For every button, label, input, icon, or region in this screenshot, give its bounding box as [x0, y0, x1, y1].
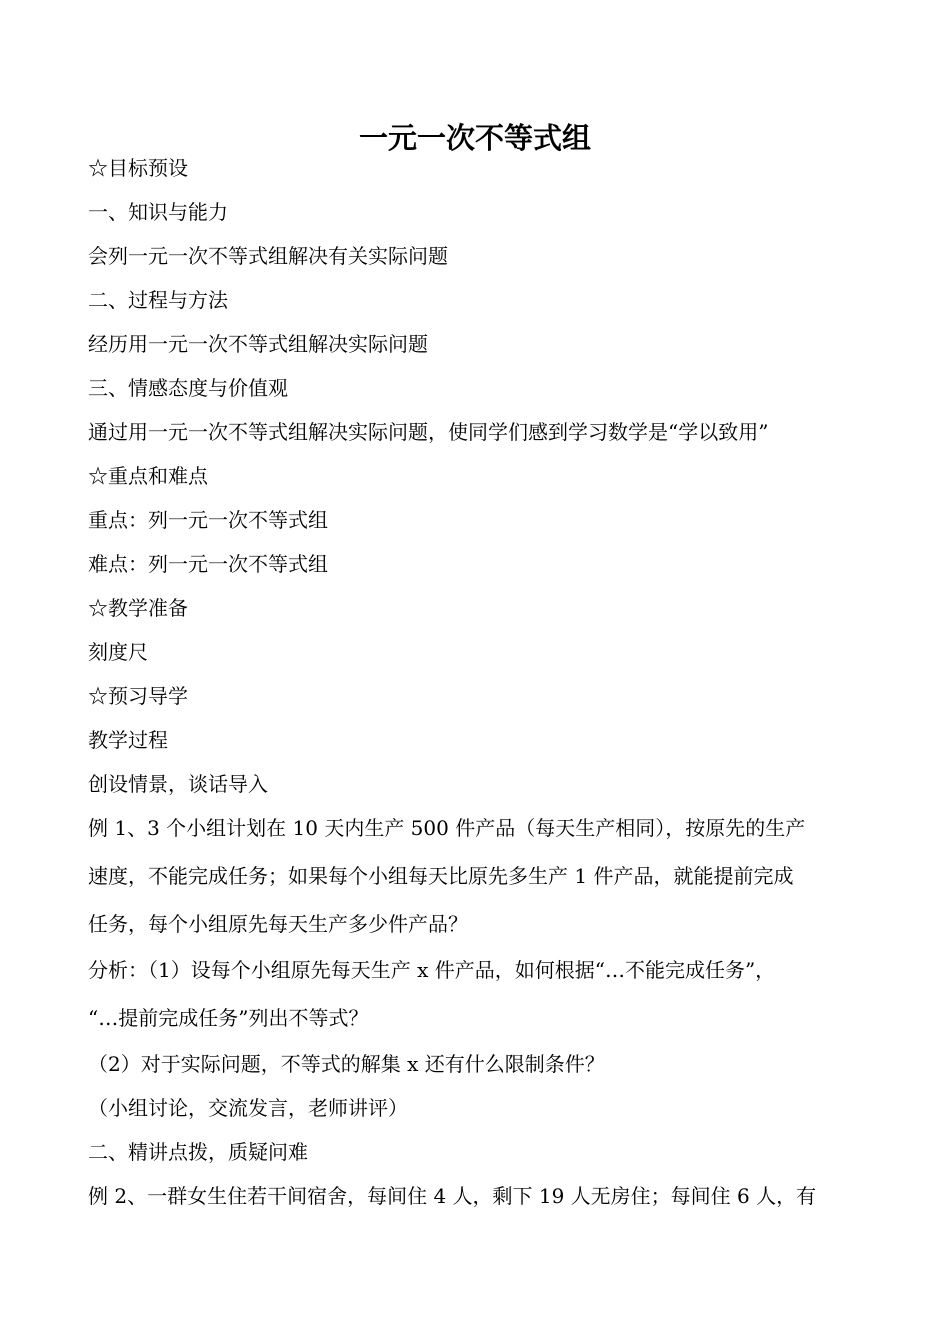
section-knowledge-ability: 一、知识与能力 — [88, 200, 228, 224]
section-process-method: 二、过程与方法 — [88, 288, 228, 312]
document-title: 一元一次不等式组 — [358, 121, 591, 155]
paragraph-line: 教学过程 — [88, 728, 168, 752]
analysis-line: （2）对于实际问题，不等式的解集 x 还有什么限制条件？ — [88, 1052, 605, 1076]
heading-teaching-preparation: ☆教学准备 — [88, 596, 188, 620]
analysis-line: 分析：（1）设每个小组原先每天生产 x 件产品，如何根据“…不能完成任务”， — [88, 958, 776, 982]
paragraph-line: 通过用一元一次不等式组解决实际问题，使同学们感到学习数学是“学以致用” — [88, 420, 769, 444]
heading-preview-guide: ☆预习导学 — [88, 684, 188, 708]
paragraph-line: 重点：列一元一次不等式组 — [88, 508, 328, 532]
analysis-line: “…提前完成任务”列出不等式？ — [88, 1006, 369, 1030]
paragraph-line: 经历用一元一次不等式组解决实际问题 — [88, 332, 428, 356]
paragraph-line: 难点：列一元一次不等式组 — [88, 552, 328, 576]
section-explanation: 二、精讲点拨，质疑问难 — [88, 1140, 308, 1164]
heading-key-difficult-points: ☆重点和难点 — [88, 464, 208, 488]
example-2-line: 例 2、一群女生住若干间宿舍，每间住 4 人，剩下 19 人无房住；每间住 6 人，有 — [88, 1184, 817, 1208]
paragraph-line: （小组讨论，交流发言，老师讲评） — [88, 1096, 408, 1120]
example-1-line: 任务，每个小组原先每天生产多少件产品？ — [88, 912, 468, 936]
paragraph-line: 刻度尺 — [88, 640, 148, 664]
section-attitude-values: 三、情感态度与价值观 — [88, 376, 288, 400]
heading-goals: ☆目标预设 — [88, 156, 188, 180]
paragraph-line: 创设情景，谈话导入 — [88, 772, 268, 796]
example-1-line: 例 1、3 个小组计划在 10 天内生产 500 件产品（每天生产相同），按原先的生产 — [88, 816, 806, 840]
example-1-line: 速度，不能完成任务；如果每个小组每天比原先多生产 1 件产品，就能提前完成 — [88, 864, 794, 888]
paragraph-line: 会列一元一次不等式组解决有关实际问题 — [88, 244, 448, 268]
